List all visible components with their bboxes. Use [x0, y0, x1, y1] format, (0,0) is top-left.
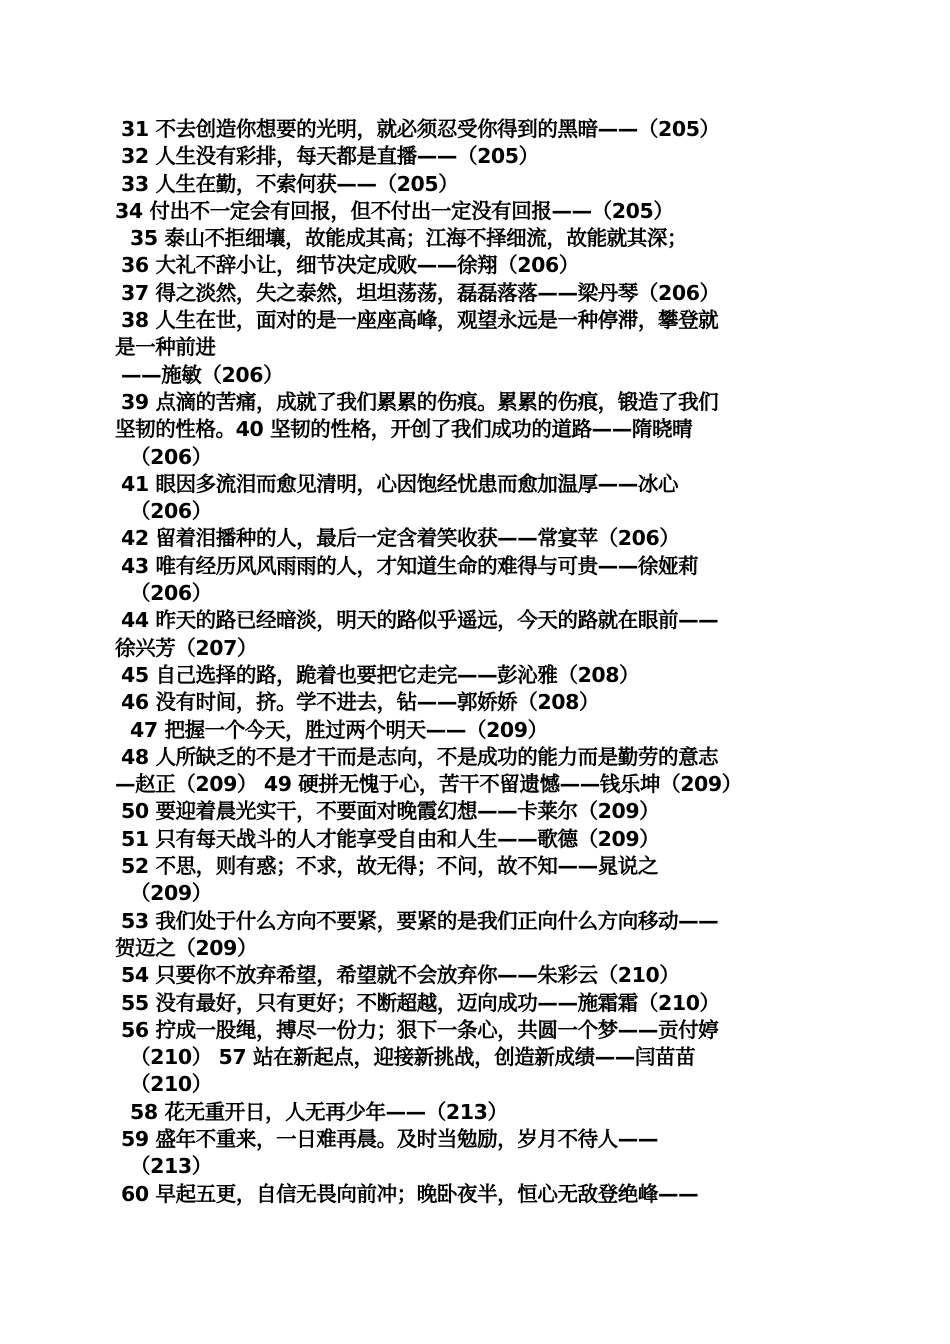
text-line: 60 早起五更，自信无畏向前冲；晚卧夜半，恒心无敌登绝峰—— [121, 1181, 699, 1206]
text-line: 45 自己选择的路，跪着也要把它走完——彭沁雅（208） [121, 662, 640, 687]
text-line: （210） 57 站在新起点，迎接新挑战，创造新成绩——闫苗苗 [130, 1045, 696, 1070]
text-line: 是一种前进 [115, 335, 216, 360]
text-line: 徐兴芳（207） [115, 635, 258, 660]
text-line: 34 付出不一定会有回报，但不付出一定没有回报——（205） [115, 198, 674, 223]
text-line: 52 不思，则有惑；不求，故无得；不问，故不知——晁说之 [121, 854, 658, 879]
text-line: （210） [130, 1072, 212, 1097]
text-line: 32 人生没有彩排，每天都是直播——（205） [121, 144, 539, 169]
text-line: 46 没有时间，挤。学不进去，钻——郭娇娇（208） [121, 690, 600, 715]
text-line: （206） [130, 444, 212, 469]
text-line: 38 人生在世，面对的是一座座高峰，观望永远是一种停滞，攀登就 [121, 308, 719, 333]
quote-list [115, 116, 835, 1208]
text-line: 50 要迎着晨光实干，不要面对晚霞幻想——卡莱尔（209） [121, 799, 660, 824]
text-line: 48 人所缺乏的不是才干而是志向，不是成功的能力而是勤劳的意志 [121, 744, 719, 769]
text-line: （206） [130, 581, 212, 606]
text-line: 41 眼因多流泪而愈见清明，心因饱经忧患而愈加温厚——冰心 [121, 471, 679, 496]
text-line: 31 不去创造你想要的光明，就必须忍受你得到的黑暗——（205） [121, 117, 720, 141]
text-line: 56 拧成一股绳，搏尽一份力；狠下一条心，共圆一个梦——贡付婷 [121, 1017, 719, 1042]
text-line: 37 得之淡然，失之泰然，坦坦荡荡，磊磊落落——梁丹琴（206） [121, 280, 720, 305]
text-line: 51 只有每天战斗的人才能享受自由和人生——歌德（209） [121, 826, 660, 851]
text-line: （206） [130, 499, 212, 524]
text-line: 44 昨天的路已经暗淡，明天的路似乎遥远，今天的路就在眼前—— [121, 608, 719, 633]
text-line: 36 大礼不辞小让，细节决定成败——徐翔（206） [121, 253, 579, 278]
text-line: 33 人生在勤，不索何获——（205） [121, 171, 459, 196]
text-line: 55 没有最好，只有更好；不断超越，迈向成功——施霜霜（210） [121, 990, 720, 1015]
text-line: 35 泰山不拒细壤，故能成其高；江海不择细流，故能就其深； [130, 226, 688, 251]
text-line: （213） [130, 1154, 212, 1179]
text-line: 59 盛年不重来，一日难再晨。及时当勉励，岁月不待人—— [121, 1126, 658, 1151]
text-line: 43 唯有经历风风雨雨的人，才知道生命的难得与可贵——徐娅莉 [121, 553, 699, 578]
text-line: 53 我们处于什么方向不要紧，要紧的是我们正向什么方向移动—— [121, 908, 719, 933]
text-line: 54 只要你不放弃希望，希望就不会放弃你——朱彩云（210） [121, 963, 680, 988]
text-line: 42 留着泪播种的人，最后一定含着笑收获——常宴苹（206） [121, 526, 680, 551]
text-line: 坚韧的性格。40 坚韧的性格，开创了我们成功的道路——隋晓晴 [115, 417, 693, 442]
text-line: 47 把握一个今天，胜过两个明天——（209） [130, 717, 548, 742]
text-line: 39 点滴的苦痛，成就了我们累累的伤痕。累累的伤痕，锻造了我们 [121, 389, 719, 414]
text-line: ——施敏（206） [121, 362, 284, 387]
text-line: （209） [130, 881, 212, 906]
text-line: 贺迈之（209） [115, 935, 258, 960]
text-line: 58 花无重开日，人无再少年——（213） [130, 1099, 508, 1124]
text-line: —赵正（209） 49 硬拼无愧于心，苦干不留遗憾——钱乐坤（209） [115, 772, 742, 797]
